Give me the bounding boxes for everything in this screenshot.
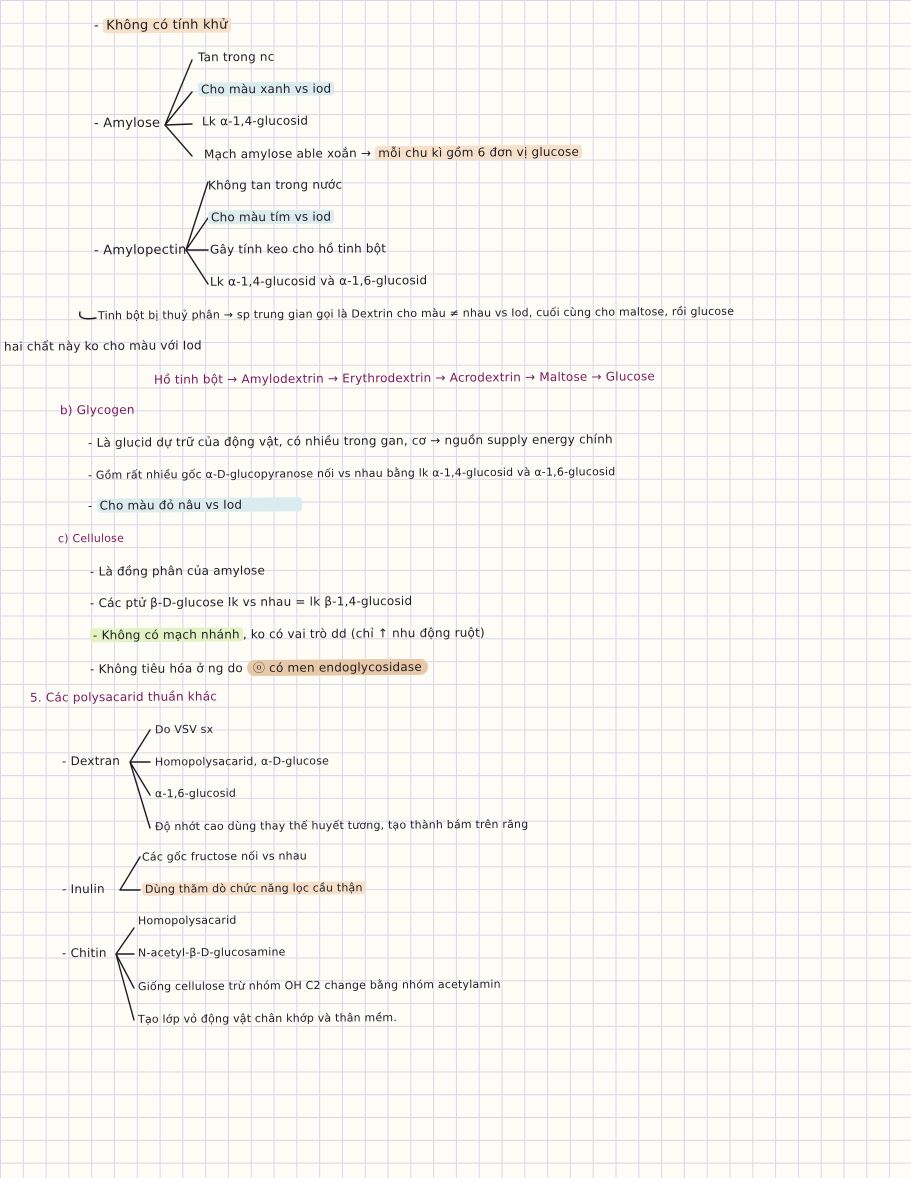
dextran-label: - Dextran: [61, 753, 121, 769]
inulin-item: Các gốc fructose nối vs nhau: [141, 849, 307, 864]
chitin-label: - Chitin: [61, 945, 107, 961]
inulin-bracket: [120, 857, 140, 890]
amylose-item: Tan trong nc: [197, 49, 275, 65]
amylopectin-item: Gây tính keo cho hồ tinh bột: [209, 241, 387, 257]
chitin-item: Tạo lớp vỏ động vật chân khớp và thân mềm.: [137, 1011, 398, 1026]
glycogen-item: - Gồm rất nhiều gốc α-D-glucopyranose nối vs nhau bằng lk α-1,4-glucosid và α-1,6-glucosid: [87, 465, 616, 482]
chitin-bracket: [116, 928, 134, 1020]
no-reducing-note: - Không có tính khử: [94, 18, 231, 34]
amylopectin-label: - Amylopectin: [93, 242, 187, 259]
cellulose-heading: c) Cellulose: [57, 531, 125, 546]
glycogen-item: - Là glucid dự trữ của động vật, có nhiều trong gan, cơ → nguồn supply energy chính: [87, 432, 613, 450]
amylopectin-bracket: [186, 182, 208, 284]
glycogen-heading: b) Glycogen: [59, 402, 135, 418]
hydrolysis-chain: Hồ tinh bột → Amylodextrin → Erythrodextrin → Acrodextrin → Maltose → Glucose: [153, 369, 656, 387]
cellulose-item: - Là đồng phân của amylose: [89, 563, 266, 579]
dextran-item: Độ nhớt cao dùng thay thế huyết tương, tạo thành bám trên răng: [154, 817, 529, 834]
amylose-item: Lk α-1,4-glucosid: [201, 113, 309, 129]
dextran-bracket: [130, 730, 150, 828]
amylopectin-item: Cho màu tím vs iod: [208, 210, 334, 225]
chitin-item: N-acetyl-β-D-glucosamine: [137, 945, 286, 960]
chitin-item: Homopolysacarid: [137, 913, 237, 928]
hydrolysis-line-2: hai chất này ko cho màu với Iod: [3, 338, 202, 354]
dextran-item: Do VSV sx: [154, 722, 214, 737]
cellulose-item: - Các ptử β-D-glucose lk vs nhau = lk β-1,4-glucosid: [89, 593, 413, 611]
dextran-item: α-1,6-glucosid: [154, 786, 237, 801]
amylose-label: - Amylose: [93, 115, 161, 132]
amylopectin-item: Lk α-1,4-glucosid và α-1,6-glucosid: [209, 273, 428, 289]
amylose-item: Cho màu xanh vs iod: [198, 82, 334, 97]
cellulose-item: - Không tiêu hóa ở ng do ⓞ có men endoglycosidase: [90, 658, 428, 677]
amylose-bracket: [165, 60, 192, 156]
amylopectin-item: Không tan trong nước: [207, 177, 343, 193]
inulin-item: Dùng thăm dò chức năng lọc cầu thận: [142, 881, 366, 896]
chitin-item: Giống cellulose trừ nhóm OH C2 change bằng nhóm acetylamin: [137, 977, 501, 994]
amylose-item: Mạch amylose able xoắn → mỗi chu kì gồm 6 đơn vị glucose: [204, 145, 582, 162]
dextran-item: Homopolysacarid, α-D-glucose: [154, 754, 330, 769]
glycogen-item: - Cho màu đỏ nâu vs Iod: [88, 497, 302, 512]
cellulose-item: - Không có mạch nhánh , ko có vai trò dd (chỉ ↑ nhu động ruột): [90, 626, 485, 643]
inulin-label: - Inulin: [61, 881, 105, 897]
arrow-hook: [80, 312, 96, 319]
hydrolysis-line-1: Tinh bột bị thuỷ phân → sp trung gian gọi là Dextrin cho màu ≠ nhau vs Iod, cuối cùng cho maltose, rồi glucose: [97, 304, 735, 323]
pure-polysaccharides-heading: 5. Các polysacarid thuần khác: [29, 689, 218, 705]
